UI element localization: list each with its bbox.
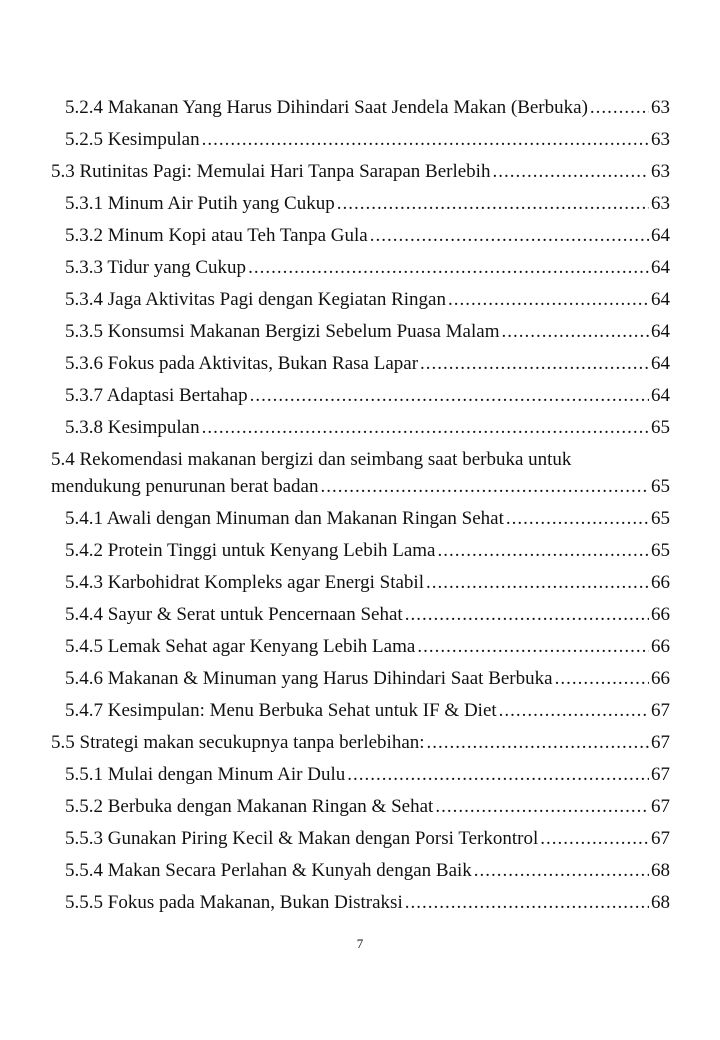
toc-entry-page: 64 — [651, 257, 670, 278]
leader-dots — [420, 348, 649, 380]
leader-dots — [370, 220, 649, 252]
leader-dots — [501, 316, 649, 348]
toc-entry[interactable] — [0, 252, 670, 284]
toc-entry[interactable] — [0, 380, 670, 412]
toc-section-entry[interactable] — [0, 444, 670, 503]
leader-dots — [405, 599, 649, 631]
toc-entry-title: 5.3.6 Fokus pada Aktivitas, Bukan Rasa Lapar — [65, 353, 419, 374]
leader-dots — [202, 412, 649, 444]
toc-entry-page: 65 — [651, 508, 670, 529]
leader-dots — [555, 663, 649, 695]
leader-dots — [448, 284, 649, 316]
toc-entry-page: 67 — [651, 732, 670, 753]
toc-entry-page: 66 — [651, 572, 670, 593]
toc-entry[interactable] — [0, 535, 670, 567]
leader-dots — [427, 727, 649, 759]
toc-entry-title: 5.3.3 Tidur yang Cukup — [65, 257, 247, 278]
toc-entry-page: 66 — [651, 668, 670, 689]
toc-entry[interactable] — [0, 823, 670, 855]
toc-entry[interactable] — [0, 412, 670, 444]
toc-entry-page: 64 — [651, 385, 670, 406]
toc-entry[interactable] — [0, 284, 670, 316]
leader-dots — [590, 92, 649, 124]
toc-entry[interactable] — [0, 220, 670, 252]
toc-entry-title: 5.3.1 Minum Air Putih yang Cukup — [65, 193, 335, 214]
toc-entry-title: 5.4.7 Kesimpulan: Menu Berbuka Sehat untuk IF & Diet — [65, 700, 497, 721]
toc-entry[interactable] — [0, 503, 670, 535]
toc-entry-page: 64 — [651, 289, 670, 310]
toc-entry-page: 64 — [651, 353, 670, 374]
toc-entry-page: 67 — [651, 796, 670, 817]
toc-entry-page: 68 — [651, 892, 670, 913]
toc-entry[interactable] — [0, 759, 670, 791]
toc-entry-page: 63 — [651, 97, 670, 118]
leader-dots — [435, 791, 649, 823]
toc-entry-title: 5.2.5 Kesimpulan — [65, 129, 200, 150]
toc-entry-title: 5.3.2 Minum Kopi atau Teh Tanpa Gula — [65, 225, 368, 246]
toc-entry-title: 5.5.1 Mulai dengan Minum Air Dulu — [65, 764, 346, 785]
toc-entry[interactable] — [0, 567, 670, 599]
leader-dots — [405, 887, 649, 919]
toc-entry-page: 66 — [651, 636, 670, 657]
toc-entry-title: 5.4.6 Makanan & Minuman yang Harus Dihindari Saat Berbuka — [65, 668, 553, 689]
toc-entry-title: 5.4.1 Awali dengan Minuman dan Makanan Ringan Sehat — [65, 508, 504, 529]
toc-entry-page: 65 — [651, 417, 670, 438]
toc-section-entry[interactable] — [0, 727, 670, 759]
toc-entry-page: 63 — [651, 193, 670, 214]
toc-entry-title: 5.5.3 Gunakan Piring Kecil & Makan dengan Porsi Terkontrol — [65, 828, 539, 849]
toc-entry-title: 5.3.7 Adaptasi Bertahap — [65, 385, 248, 406]
toc-entry-page: 63 — [651, 129, 670, 150]
leader-dots — [250, 380, 649, 412]
leader-dots — [499, 695, 649, 727]
leader-dots — [506, 503, 649, 535]
toc-entry[interactable] — [0, 887, 670, 919]
toc-entry-title: 5.2.4 Makanan Yang Harus Dihindari Saat Jendela Makan (Berbuka) — [65, 97, 588, 118]
toc-entry[interactable] — [0, 599, 670, 631]
toc-entry-title: 5.3.4 Jaga Aktivitas Pagi dengan Kegiatan Ringan — [65, 289, 446, 310]
toc-entry-title: 5.4.2 Protein Tinggi untuk Kenyang Lebih Lama — [65, 540, 436, 561]
leader-dots — [492, 156, 649, 188]
toc-entry-title: 5.5.4 Makan Secara Perlahan & Kunyah dengan Baik — [65, 860, 472, 881]
toc-entry-title: 5.3 Rutinitas Pagi: Memulai Hari Tanpa Sarapan Berlebih — [51, 161, 491, 182]
toc-entry-page: 65 — [651, 476, 670, 497]
toc-entry-page: 67 — [651, 764, 670, 785]
leader-dots — [321, 473, 650, 500]
leader-dots — [437, 535, 649, 567]
toc-entry[interactable] — [0, 791, 670, 823]
toc-entry-title: 5.5 Strategi makan secukupnya tanpa berlebihan: — [51, 732, 425, 753]
toc-entry-page: 65 — [651, 540, 670, 561]
page-number: 7 — [356, 936, 364, 951]
leader-dots — [417, 631, 649, 663]
toc-section-entry[interactable] — [0, 156, 670, 188]
leader-dots — [347, 759, 649, 791]
leader-dots — [540, 823, 649, 855]
leader-dots — [337, 188, 649, 220]
toc-entry-title: 5.3.5 Konsumsi Makanan Bergizi Sebelum Puasa Malam — [65, 321, 500, 342]
toc-entry-page: 64 — [651, 225, 670, 246]
toc-entry-title: 5.3.8 Kesimpulan — [65, 417, 200, 438]
toc-entry[interactable] — [0, 316, 670, 348]
toc-entry-page: 64 — [651, 321, 670, 342]
leader-dots — [202, 124, 649, 156]
toc-entry-title: 5.4.3 Karbohidrat Kompleks agar Energi Stabil — [65, 572, 424, 593]
toc-entry[interactable] — [0, 663, 670, 695]
leader-dots — [426, 567, 649, 599]
toc-entry[interactable] — [0, 855, 670, 887]
toc-entry-page: 66 — [651, 604, 670, 625]
toc-entry[interactable] — [0, 695, 670, 727]
toc-entry[interactable] — [0, 188, 670, 220]
toc-entry[interactable] — [0, 348, 670, 380]
toc-entry-page: 67 — [651, 700, 670, 721]
toc-entry[interactable] — [0, 124, 670, 156]
toc-entry-title: 5.5.5 Fokus pada Makanan, Bukan Distraksi — [65, 892, 403, 913]
toc-entry[interactable] — [0, 92, 670, 124]
toc-entry-title: 5.5.2 Berbuka dengan Makanan Ringan & Sehat — [65, 796, 434, 817]
toc-entry-title: 5.4.4 Sayur & Serat untuk Pencernaan Sehat — [65, 604, 403, 625]
toc-entry-page: 68 — [651, 860, 670, 881]
toc-entry[interactable] — [0, 631, 670, 663]
table-of-contents — [0, 92, 720, 919]
toc-entry-title-line2: mendukung penurunan berat badan — [51, 476, 319, 497]
toc-entry-title-line1: 5.4 Rekomendasi makanan bergizi dan seimbang saat berbuka untuk — [51, 449, 572, 470]
toc-entry-page: 67 — [651, 828, 670, 849]
leader-dots — [248, 252, 649, 284]
toc-entry-title: 5.4.5 Lemak Sehat agar Kenyang Lebih Lama — [65, 636, 416, 657]
leader-dots — [474, 855, 649, 887]
toc-entry-page: 63 — [651, 161, 670, 182]
